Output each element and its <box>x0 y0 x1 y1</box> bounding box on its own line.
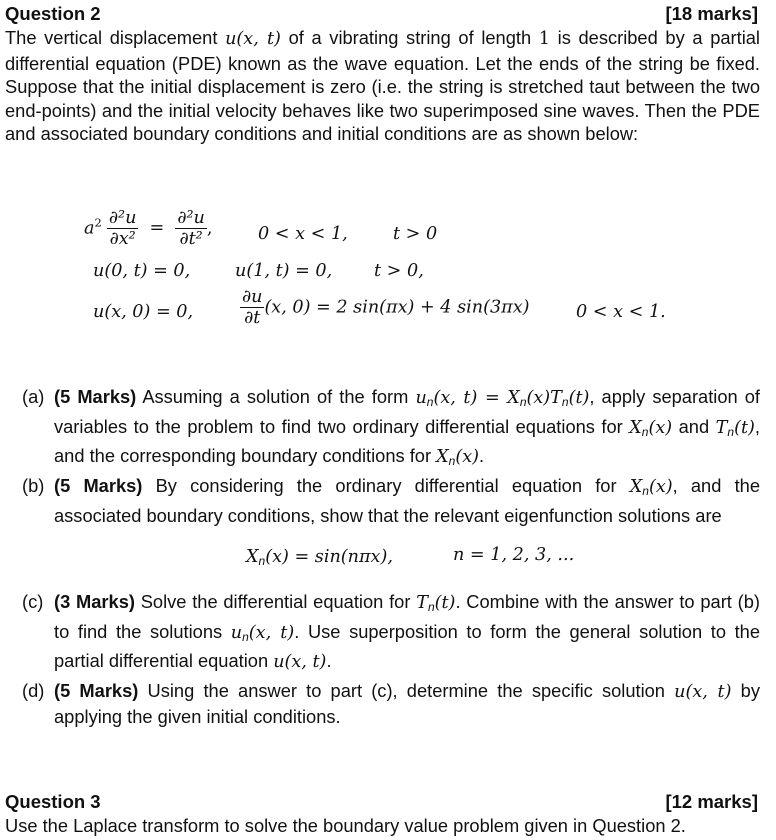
question-3-title: Question 3 <box>5 791 101 812</box>
part-d-marks: (5 Marks) <box>54 680 139 701</box>
eigenfunction: $X_n(x) = \sin(n\pi x)$, <box>246 547 393 568</box>
part-d: (d) (5 Marks) Using the answer to part (c), determine the specific solution u(x, t) by applying the given initial conditions. <box>22 680 760 727</box>
part-a-marks: (5 Marks) <box>54 386 137 407</box>
boundary-domain-t: t > 0, <box>374 261 424 281</box>
part-a: (a) (5 Marks) Assuming a solution of the form $u_n(x$, $t) = X_n(x)T_n(t)$, apply separation of variables to the problem to find two ordinary differential equations for $X_n(x)$ and $T_n(t)$, and the corresponding boundary conditions for $X_n(x)$. <box>22 386 761 469</box>
wave-equation: $a^2$ $\frac{\text{∂²u}}{\text{∂x²}}$ = $\frac{\text{∂²u}}{\text{∂t²}}$ , <box>84 208 213 249</box>
domain-t: t > 0 <box>393 224 438 244</box>
part-d-label: (d) <box>22 680 45 701</box>
question-2-intro: The vertical displacement u(x, t) of a vibrating string of length 1 is described by a partial differential equation (PDE) known as the wave equation. Let the ends of the string be fixed. Suppose that the initial displacement is zero (i.e. the string is stretched taut between the two end-points) and the initial velocity behaves like two superimposed sine waves. Then the PDE and associated boundary conditions and initial conditions are as shown below: <box>5 27 760 145</box>
question-2-marks: [18 marks] <box>665 3 758 24</box>
part-a-label: (a) <box>22 386 45 407</box>
initial-displacement: u(x, 0) = 0, <box>93 302 194 322</box>
question-2-title: Question 2 <box>5 3 101 24</box>
initial-domain: 0 < x < 1. <box>576 302 666 322</box>
part-c-label: (c) <box>22 591 44 612</box>
initial-velocity: $\frac{\partial u}{\partial t}$ (x, 0) = 2 sin(πx) + 4 sin(3πx) <box>242 287 530 328</box>
domain-x: 0 < x < 1, <box>258 224 348 244</box>
part-c-marks: (3 Marks) <box>54 591 135 612</box>
part-b: (b) (5 Marks) By considering the ordinary differential equation for $X_n(x)$, and the associated boundary conditions, show that the relevant eigenfunction solutions are <box>22 475 760 526</box>
boundary-condition-left: u(0, t) = 0, <box>93 261 191 281</box>
question-3-text: Use the Laplace transform to solve the boundary value problem given in Question 2. <box>5 815 686 836</box>
eigenfunction-index: n = 1, 2, 3, ... <box>453 545 575 565</box>
part-c: (c) (3 Marks) Solve the differential equation for $T_n(t)$. Combine with the answer to part (b) to find the solutions $u_n(x$, t). Use superposition to form the general solution to the partial differential equation u(x, t). <box>22 591 761 673</box>
question-3-marks: [12 marks] <box>665 791 758 812</box>
part-b-marks: (5 Marks) <box>54 475 143 496</box>
boundary-condition-right: u(1, t) = 0, <box>235 261 333 281</box>
part-b-label: (b) <box>22 475 45 496</box>
